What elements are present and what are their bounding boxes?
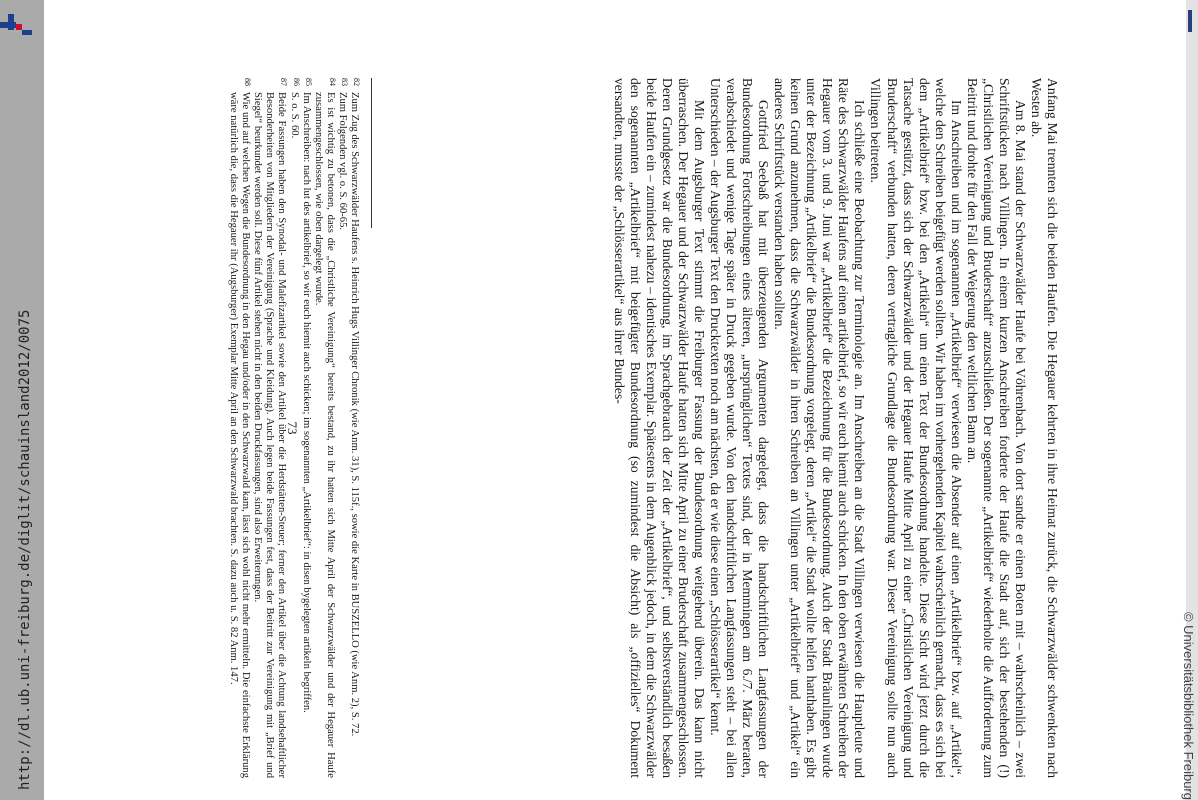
footnote-number: 84 — [327, 78, 337, 86]
footnote-text: Es ist wichtig zu betonen, dass die „Christliche Vereinigung“ bereits bestand, zu ihr hatten sich Mitte April der Schwarzwälder und der Hegauer Haufe zusammengeschlossen, wie oben dargelegt wurde. — [312, 92, 336, 778]
document-url[interactable]: http://dl.ub.uni-freiburg.de/diglit/schauinsland2012/0075 — [17, 309, 33, 790]
page-number: 73 — [285, 421, 300, 435]
paragraph: Anfang Mai trennten sich die beiden Haufen. Die Hegauer kehrten in ihre Heimat zurück, die Schwarzwälder schwenkten nach Westen ab. — [1028, 78, 1060, 778]
scanned-page — [60, 78, 1060, 778]
footnote — [312, 78, 336, 778]
paragraph: Gottfried Seebaß hat mit überzeugenden Argumenten dargelegt, dass die handschriftlichen Langfassungen der Bundesordnung Fortschreibungen eines älteren, „ursprünglichen“ Textes sind, der in Memmingen am 6./7. März beraten, verabschiedet und wenige Tage später in Druck gegeben wurde. Von den handschriftlichen Langfassungen steht – bei allen Unterschieden – der Augsburger Text den Drucktexten noch am nächsten, da er wie diese einen „Schlösserartikel“ kennt. — [708, 78, 772, 778]
paragraph: Im Anschreiben und im sogenannten „Artikelbrief“ verwiesen die Absender auf einen „Artikelbrief“ bzw. auf „Artikel“, welche den Schreiben beigefügt werden sollten. Wir haben im vorhergehenden Kapitel wahrscheinlich gemacht, dass es sich bei dem „Artikelbrief“ bzw. bei den „Artikeln“ um einen Text der Bundesordnung handelte. Diese Sicht wird jetzt durch die Tatsache gestützt, dass sich der Schwarzwälder und der Hegauer Haufe Mitte April zu einer „Christlichen Vereinigung und Bruderschaft“ verbunden hatten, deren vertragliche Grundlage die Bundesordnung war. Dieser Vereinigung sollte nun auch Villingen beitreten. — [868, 78, 964, 778]
footnote-text: Zum Folgenden vgl. o. S. 60-65. — [336, 92, 348, 231]
paragraph: Mit dem Augsburger Text stimmt die Freiburger Fassung der Bundesordnung weitgehend überein. Das kann nicht überraschen. Der Hegauer und der Schwarzwälder Haufe hatten sich Mitte April zu einer Bruderschaft zusammengeschlossen. Deren Grundgesetz war die Bundesordnung, im Sprachgebrauch der Zeit der „Artikelbrief“, und selbstverständlich besaßen beide Haufen ein – zumindest nahezu – identisches Exemplar. Spätestens in dem Augenblick jedoch, in dem die Schwarzwälder den sogenannten „Artikelbrief“ mit beigefügter Bundesordnung (so zumindest die Absicht) als „offizielles“ Dokument versandten, musste der „Schlösserartikel“ aus ihrer Bundes- — [611, 78, 707, 778]
viewer-left-margin — [0, 0, 44, 800]
footnote — [251, 78, 287, 778]
footnote — [227, 78, 251, 778]
footnote — [336, 78, 348, 778]
body-text — [611, 78, 1060, 778]
footnote-number: 82 — [352, 78, 361, 86]
paragraph: Ich schließe eine Beobachtung zur Terminologie an. Im Anschreiben an die Stadt Villingen verwiesen die Hauptleute und Räte des Schwarzwälder Haufens auf einen artikelbrief, so wir euch hiemit auch schicken. In den oben erwähnten Schreiben der Hegauer vom 3. und 9. Juni war „Artikelbrief“ die Bezeichnung für die Bundesordnung. Auch der Stadt Bräunlingen wurde unter der Bezeichnung „Artikelbrief“ die Bundesordnung vorgelegt, deren „Artikel“ die Stadt wollte helfen hanthaben. Es gibt keinen Grund anzunehmen, dass die Schwarzwälder in ihren Schreiben an Villingen unter „Artikelbrief“ und „Artikel“ ein anderes Schriftstück verstanden haben sollten. — [772, 78, 868, 778]
footnote-number: 88 — [243, 78, 253, 86]
footnote-divider — [371, 78, 372, 228]
footnote-number: 83 — [339, 78, 349, 86]
copyright-credit: © Universitätsbibliothek Freiburg — [1181, 611, 1196, 800]
footnote — [300, 78, 312, 778]
footnote-text: Im Anschreiben: nach lut des artikelbrief, so wir euch hiemit auch schicken; im sogenannten „Artikelbrief“: in disen bygelegten artikeln begriffen. — [300, 92, 312, 713]
footnote — [348, 78, 360, 778]
footnote-number: 86 — [291, 78, 301, 86]
paragraph: Am 8. Mai stand der Schwarzwälder Haufe bei Vöhrenbach. Von dort sandte er einen Boten mit – wahrscheinlich – zwei Schriftstücken nach Villingen. In einem kurzen Anschreiben forderte der Haufe die Stadt auf, sich der bestehenden (!) „Christlichen Vereinigung und Bruderschaft“ anzuschließen. Der sogenannte „Artikelbrief“ wiederholte die Aufforderung zum Beitritt und drohte für den Fall der Weigerung den weltlichen Bann an. — [964, 78, 1028, 778]
footnote-number: 85 — [303, 78, 313, 86]
footnote-text: S. o. S. 60. — [288, 92, 300, 139]
footnote-number: 87 — [279, 78, 289, 86]
footnote-text: Wie und auf welchen Wegen die Bundesordnung in den Hegau und/oder in den Schwarzwald kam, lässt sich wohl nicht mehr ermitteln. Die einfachste Erklärung wäre natürlich die, dass die Hegauer ihr (Augsburger) Exemplar Mitte April an den Schwarzwald brachten. S. dazu auch u. S. 82 Anm. 147. — [228, 92, 252, 778]
footnote-text: Zum Zug des Schwarzwälder Haufens s. Heinrich Hugs Villinger Chronik (wie Anm. 31), S. 115f., sowie die Karte in BUSZELLO (wie Anm. 2), S. 72. — [349, 92, 360, 737]
footnote-text: Beide Fassungen haben den Synodal- und Malefizartikel sowie den Artikel über die Herdstätten-Steuer; ferner den Artikel über die Achtung landsehaftlicher Besonderheiten von Mitgliedern der Vereinigung (Sprache und Kleidung). Auch legen beide Fassungen fest, dass der Beitritt zur Vereinigung mit „Brief und Siegel“ beurkundet werden soll. Diese fünf Artikel stehen nicht in den beiden Druckfassungen, sind also Erweiterungen. — [252, 92, 288, 778]
